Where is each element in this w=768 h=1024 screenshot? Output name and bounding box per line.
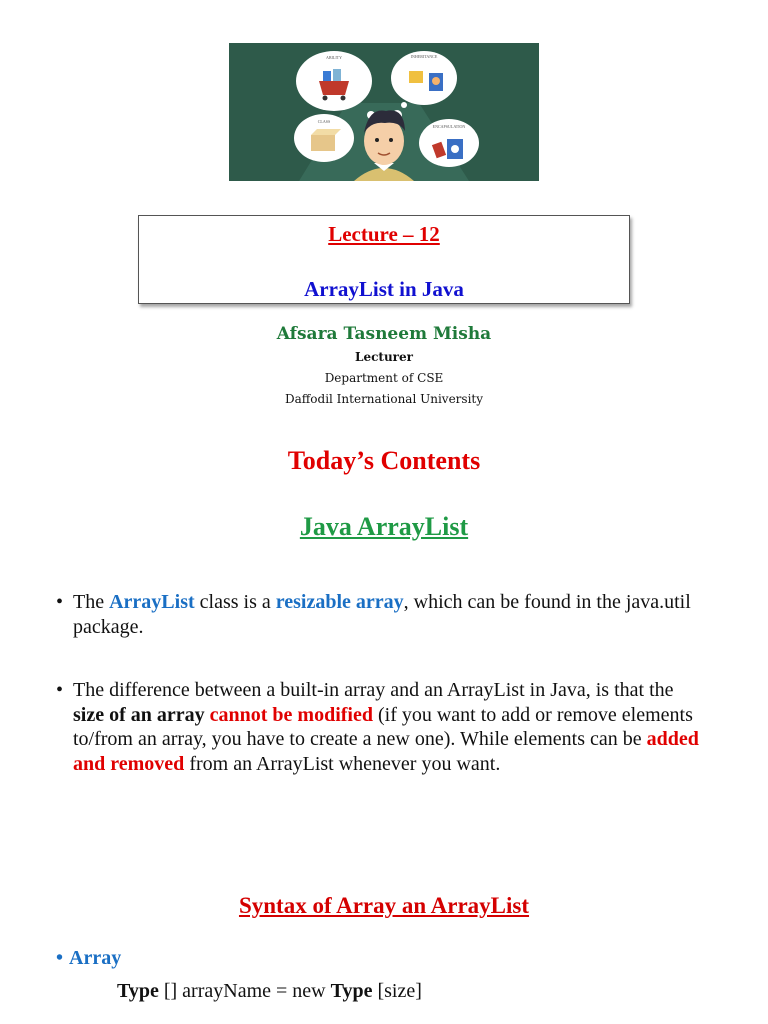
lecture-number: Lecture – 12 [328,222,440,246]
term-cannot-be-modified: cannot be modified [209,703,373,726]
bullet-arraylist-definition: • The ArrayList class is a resizable array, which can be found in the java.util package. [56,591,691,638]
term-added-and-removed: added and removed [73,728,699,775]
term-resizable-array: resizable array [275,591,404,613]
thought-bubble-inheritance [391,51,457,105]
bullet-dot: • [56,947,64,969]
svg-text:ENCAPSULATION: ENCAPSULATION [432,124,466,129]
author-name: Afsara Tasneem Misha [276,324,492,344]
bullet-dot: • [56,679,64,701]
term-arraylist: ArrayList [109,591,195,613]
author-department: Department of CSE [324,371,444,385]
array-syntax-line: Type [] arrayName = new Type [size] [117,980,422,1002]
svg-text:INHERITANCE: INHERITANCE [410,54,438,59]
lecture-title-box [138,215,630,304]
lecture-topic: ArrayList in Java [304,277,464,301]
bullet-array-vs-arraylist: • The difference between a built-in array and an ArrayList in Java, is that the size of an array cannot be modified (if you want to add or remove elements to/from an array, you have to create a new one). While elements can be added and removed from an ArrayList whenever you want. [56,679,699,775]
contents-heading: Today’s Contents [287,446,481,475]
svg-text:CLASS: CLASS [317,119,331,124]
thought-bubble-class [294,114,354,162]
thought-bubble-ability [296,51,372,111]
author-university: Daffodil International University [284,392,484,406]
bullet-dot: • [56,591,64,613]
lecture-banner-illustration [229,43,539,181]
section-heading: Java ArrayList [299,512,469,541]
author-role: Lecturer [355,350,413,364]
svg-text:ABILITY: ABILITY [326,55,342,60]
array-subheading: • Array [56,947,122,969]
term-size-of-array: size of an array [73,703,205,726]
thought-bubble-encapsulation [419,119,479,167]
syntax-heading: Syntax of Array an ArrayList [238,893,530,918]
